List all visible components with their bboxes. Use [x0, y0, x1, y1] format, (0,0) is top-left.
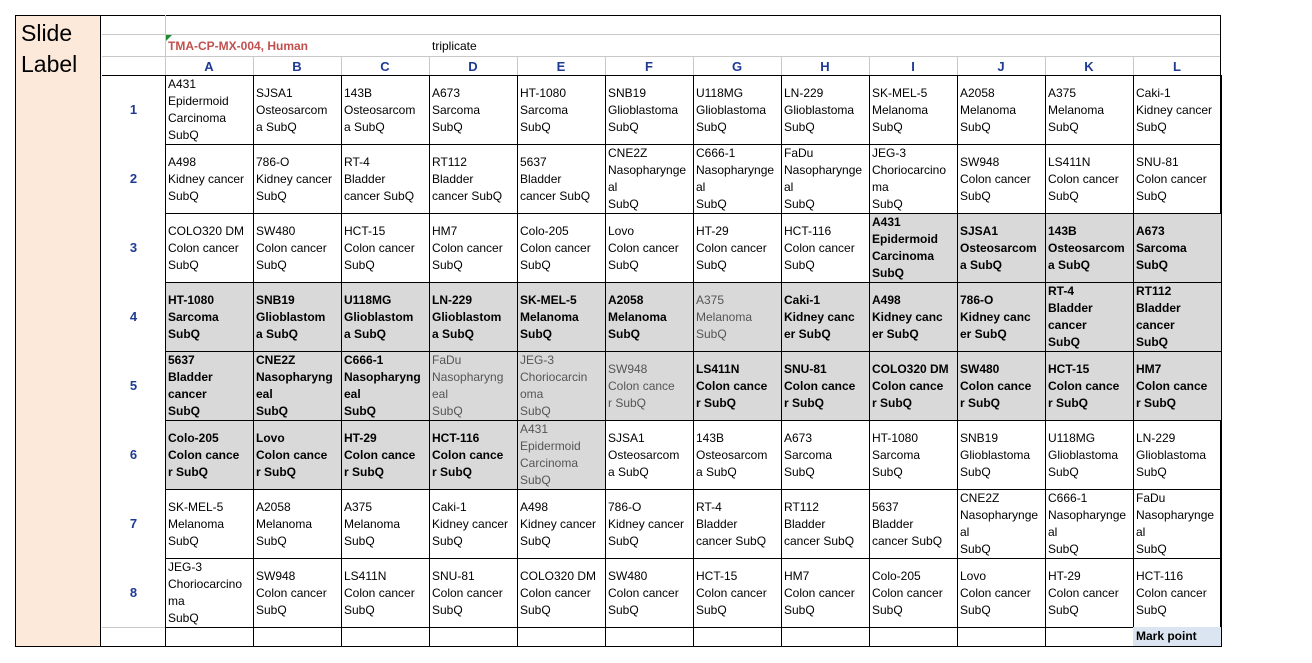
grid-cell[interactable] [1134, 352, 1222, 421]
column-header: J [997, 59, 1005, 74]
cell-text: HCT-116 Colon cancer SubQ [1136, 568, 1207, 617]
grid-cell[interactable] [606, 214, 694, 283]
grid-row [166, 76, 1222, 145]
cell-text: HM7 Colon cancer SubQ [784, 568, 855, 617]
footer-cell-border [605, 627, 606, 647]
header-gridline [517, 56, 518, 75]
column-header: I [911, 59, 915, 74]
cell-text: JEG-3 Choriocarcino ma SubQ [872, 146, 947, 211]
cell-text: A498 Kidney cancer SubQ [520, 499, 597, 548]
grid-cell[interactable] [430, 145, 518, 214]
cell-text: Caki-1 Kidney cancer SubQ [1136, 85, 1213, 134]
cell-text: SW480 Colon cance r SubQ [960, 361, 1032, 410]
footer-cell-border [781, 627, 782, 647]
grid-cell[interactable] [1046, 490, 1134, 559]
cell-text: LN-229 Glioblastoma SubQ [1136, 430, 1207, 479]
grid-cell[interactable] [958, 352, 1046, 421]
grid-cell[interactable] [958, 283, 1046, 352]
cell-text: CNE2Z Nasopharynge al SubQ [960, 491, 1039, 556]
cell-text: SNU-81 Colon cance r SubQ [784, 361, 856, 410]
triplicate-note: triplicate [432, 39, 477, 53]
grid-cell[interactable] [254, 214, 342, 283]
grid-cell[interactable] [518, 559, 606, 628]
grid-cell[interactable] [606, 490, 694, 559]
grid-cell[interactable] [870, 76, 958, 145]
column-header: E [556, 59, 566, 74]
footer-cell-border [517, 627, 518, 647]
header-gridline [1133, 56, 1134, 75]
cell-text: 143B Osteosarcom a SubQ [344, 85, 416, 134]
footer-cell-border [1045, 627, 1046, 647]
cell-text: RT-4 Bladder cancer SubQ [696, 499, 767, 548]
cell-text: FaDu Nasopharynge al SubQ [1136, 491, 1215, 556]
cell-text: FaDu Nasopharynge al SubQ [784, 146, 863, 211]
cell-text: U118MG Glioblastoma SubQ [696, 85, 767, 134]
header-gridline [165, 56, 166, 75]
cell-text: SNB19 Glioblastoma SubQ [608, 85, 679, 134]
grid-row [166, 421, 1222, 490]
header-gridline [253, 56, 254, 75]
cell-text: SJSA1 Osteosarcom a SubQ [256, 85, 328, 134]
grid-cell[interactable] [694, 214, 782, 283]
cell-text: SK-MEL-5 Melanoma SubQ [872, 85, 929, 134]
grid-row [166, 490, 1222, 559]
slide-label-panel [15, 15, 101, 647]
grid-cell[interactable] [518, 214, 606, 283]
grid-cell[interactable] [166, 214, 254, 283]
column-header: L [1173, 59, 1181, 74]
row-header: 6 [129, 447, 138, 462]
grid-cell[interactable] [782, 214, 870, 283]
cell-text: C666-1 Nasopharyng eal SubQ [344, 353, 421, 418]
cell-text: FaDu Nasopharyng eal SubQ [432, 353, 504, 418]
cell-text: A2058 Melanoma SubQ [960, 85, 1017, 134]
grid-cell[interactable] [694, 490, 782, 559]
cell-text: SW480 Colon cancer SubQ [256, 223, 327, 272]
tma-layout-grid [165, 75, 1222, 628]
cell-text: C666-1 Nasopharynge al SubQ [696, 146, 775, 211]
cell-text: A375 Melanoma SubQ [696, 292, 753, 341]
cell-text: SK-MEL-5 Melanoma SubQ [520, 292, 579, 341]
cell-text: U118MG Glioblastoma SubQ [1048, 430, 1119, 479]
grid-cell[interactable] [342, 76, 430, 145]
grid-row [166, 214, 1222, 283]
cell-text: 143B Osteosarcom a SubQ [696, 430, 768, 479]
grid-cell[interactable] [694, 76, 782, 145]
row-header: 4 [129, 309, 138, 324]
sheet-title: TMA-CP-MX-004, Human [168, 39, 309, 53]
grid-cell[interactable] [782, 283, 870, 352]
column-header: B [292, 59, 302, 74]
cell-text: A2058 Melanoma SubQ [256, 499, 313, 548]
grid-cell[interactable] [254, 559, 342, 628]
cell-text: LS411N Colon cancer SubQ [344, 568, 415, 617]
grid-cell[interactable] [782, 559, 870, 628]
row-header: 7 [129, 516, 138, 531]
grid-cell[interactable] [870, 421, 958, 490]
grid-cell[interactable] [342, 214, 430, 283]
cell-text: LS411N Colon cance r SubQ [696, 361, 768, 410]
cell-text: HT-29 Colon cancer SubQ [1048, 568, 1119, 617]
cell-text: HCT-15 Colon cancer SubQ [696, 568, 767, 617]
grid-cell[interactable] [694, 421, 782, 490]
grid-cell[interactable] [166, 490, 254, 559]
cell-text: 786-O Kidney cancer SubQ [608, 499, 685, 548]
row-header: 1 [129, 102, 138, 117]
cell-text: Caki-1 Kidney cancer SubQ [432, 499, 509, 548]
grid-cell[interactable] [870, 214, 958, 283]
grid-cell[interactable] [958, 559, 1046, 628]
header-gridline [102, 34, 1220, 35]
grid-cell[interactable] [342, 490, 430, 559]
grid-cell[interactable] [254, 76, 342, 145]
grid-cell[interactable] [782, 421, 870, 490]
cell-text: SW948 Colon cancer SubQ [256, 568, 327, 617]
grid-row [166, 283, 1222, 352]
grid-cell[interactable] [430, 490, 518, 559]
grid-cell[interactable] [606, 283, 694, 352]
cell-text: HT-29 Colon cance r SubQ [344, 430, 416, 479]
footer-cell-border [957, 627, 958, 647]
header-gridline [102, 56, 1220, 57]
footer-cell-border [253, 627, 254, 647]
grid-cell[interactable] [254, 421, 342, 490]
grid-cell[interactable] [1134, 559, 1222, 628]
header-gridline [605, 56, 606, 75]
cell-text: RT-4 Bladder cancer SubQ [344, 154, 415, 203]
grid-cell[interactable] [870, 490, 958, 559]
grid-cell[interactable] [694, 352, 782, 421]
grid-cell[interactable] [254, 352, 342, 421]
cell-text: Lovo Colon cancer SubQ [608, 223, 679, 272]
grid-cell[interactable] [1134, 283, 1222, 352]
cell-text: RT112 Bladder cancer SubQ [784, 499, 855, 548]
cell-text: HCT-15 Colon cancer SubQ [344, 223, 415, 272]
grid-cell[interactable] [606, 352, 694, 421]
cell-text: A431 Epidermoid Carcinoma SubQ [520, 422, 581, 487]
cell-text: HT-1080 Sarcoma SubQ [520, 85, 569, 134]
grid-cell[interactable] [694, 283, 782, 352]
grid-cell[interactable] [1046, 283, 1134, 352]
grid-cell[interactable] [1046, 421, 1134, 490]
header-gridline [429, 56, 430, 75]
grid-cell[interactable] [518, 421, 606, 490]
cell-text: LS411N Colon cancer SubQ [1048, 154, 1119, 203]
grid-cell[interactable] [166, 421, 254, 490]
cell-text: CNE2Z Nasopharyng eal SubQ [256, 353, 333, 418]
grid-cell[interactable] [870, 352, 958, 421]
footer-cell-border [165, 627, 166, 647]
grid-cell[interactable] [1046, 352, 1134, 421]
grid-cell[interactable] [1046, 76, 1134, 145]
grid-cell[interactable] [870, 559, 958, 628]
grid-cell[interactable] [518, 352, 606, 421]
cell-text: HT-29 Colon cancer SubQ [696, 223, 767, 272]
cell-text: U118MG Glioblastom a SubQ [344, 292, 414, 341]
cell-text: SJSA1 Osteosarcom a SubQ [960, 223, 1037, 272]
grid-cell[interactable] [430, 352, 518, 421]
cell-text: LN-229 Glioblastom a SubQ [432, 292, 502, 341]
cell-text: RT112 Bladder cancer SubQ [432, 154, 503, 203]
grid-cell[interactable] [694, 145, 782, 214]
grid-cell[interactable] [870, 283, 958, 352]
grid-cell[interactable] [1134, 145, 1222, 214]
grid-cell[interactable] [1134, 490, 1222, 559]
column-header: G [731, 59, 743, 74]
cell-text: COLO320 DM Colon cance r SubQ [872, 361, 949, 410]
grid-row [166, 559, 1222, 628]
cell-text: A375 Melanoma SubQ [1048, 85, 1105, 134]
mark-point-cell: Mark point [1133, 627, 1221, 646]
cell-text: HM7 Colon cancer SubQ [432, 223, 503, 272]
footer-cell-border [869, 627, 870, 647]
grid-cell[interactable] [518, 76, 606, 145]
cell-text: 786-O Kidney canc er SubQ [960, 292, 1031, 341]
grid-cell[interactable] [166, 559, 254, 628]
grid-cell[interactable] [958, 490, 1046, 559]
cell-text: RT-4 Bladder cancer SubQ [1048, 284, 1093, 349]
row-header: 5 [129, 378, 138, 393]
cell-text: JEG-3 Choriocarcin oma SubQ [520, 353, 588, 418]
cell-text: A2058 Melanoma SubQ [608, 292, 667, 341]
grid-cell[interactable] [518, 490, 606, 559]
grid-cell[interactable] [254, 283, 342, 352]
grid-cell[interactable] [518, 283, 606, 352]
cell-text: Lovo Colon cancer SubQ [960, 568, 1031, 617]
grid-cell[interactable] [782, 145, 870, 214]
column-header: K [1084, 59, 1094, 74]
cell-text: HCT-15 Colon cance r SubQ [1048, 361, 1120, 410]
grid-cell[interactable] [342, 352, 430, 421]
cell-text: SNB19 Glioblastoma SubQ [960, 430, 1031, 479]
header-gridline [693, 56, 694, 75]
grid-row [166, 352, 1222, 421]
cell-text: SW948 Colon cancer SubQ [960, 154, 1031, 203]
cell-text: HCT-116 Colon cance r SubQ [432, 430, 504, 479]
cell-text: A431 Epidermoid Carcinoma SubQ [168, 77, 229, 142]
grid-cell[interactable] [166, 283, 254, 352]
grid-cell[interactable] [1134, 214, 1222, 283]
cell-text: A375 Melanoma SubQ [344, 499, 401, 548]
grid-cell[interactable] [518, 145, 606, 214]
cell-text: RT112 Bladder cancer SubQ [1136, 284, 1181, 349]
cell-text: SJSA1 Osteosarcom a SubQ [608, 430, 680, 479]
grid-cell[interactable] [430, 421, 518, 490]
grid-cell[interactable] [694, 559, 782, 628]
grid-cell[interactable] [782, 76, 870, 145]
cell-text: 5637 Bladder cancer SubQ [872, 499, 943, 548]
grid-cell[interactable] [606, 76, 694, 145]
cell-text: COLO320 DM Colon cancer SubQ [520, 568, 597, 617]
cell-text: Lovo Colon cance r SubQ [256, 430, 328, 479]
cell-text: SNU-81 Colon cancer SubQ [432, 568, 503, 617]
column-header: A [204, 59, 214, 74]
column-header: D [468, 59, 478, 74]
grid-cell[interactable] [606, 421, 694, 490]
cell-text: 5637 Bladder cancer SubQ [168, 353, 213, 418]
grid-cell[interactable] [166, 76, 254, 145]
cell-text: Caki-1 Kidney canc er SubQ [784, 292, 855, 341]
grid-cell[interactable] [166, 352, 254, 421]
footer-cell-border [1221, 627, 1222, 647]
cell-text: SW948 Colon cance r SubQ [608, 361, 675, 410]
cell-text: 143B Osteosarcom a SubQ [1048, 223, 1125, 272]
grid-cell[interactable] [254, 145, 342, 214]
footer-cell-border [341, 627, 342, 647]
cell-text: SW480 Colon cancer SubQ [608, 568, 679, 617]
cell-text: A673 Sarcoma SubQ [432, 85, 481, 134]
cell-text: C666-1 Nasopharynge al SubQ [1048, 491, 1127, 556]
cell-text: SNU-81 Colon cancer SubQ [1136, 154, 1207, 203]
cell-text: SK-MEL-5 Melanoma SubQ [168, 499, 225, 548]
slide-label-text: Slide Label [21, 20, 78, 77]
header-gridline [957, 56, 958, 75]
row-header: 3 [129, 240, 138, 255]
column-header: F [645, 59, 653, 74]
cell-text: A498 Kidney cancer SubQ [168, 154, 245, 203]
grid-cell[interactable] [1134, 76, 1222, 145]
grid-cell[interactable] [1046, 559, 1134, 628]
grid-cell[interactable] [342, 421, 430, 490]
footer-cell-border [429, 627, 430, 647]
cell-text: Colo-205 Colon cancer SubQ [872, 568, 943, 617]
row-header: 2 [129, 171, 138, 186]
cell-text: COLO320 DM Colon cancer SubQ [168, 223, 245, 272]
grid-cell[interactable] [430, 559, 518, 628]
grid-cell[interactable] [342, 283, 430, 352]
cell-text: A673 Sarcoma SubQ [1136, 223, 1187, 272]
cell-text: CNE2Z Nasopharynge al SubQ [608, 146, 687, 211]
cell-text: HM7 Colon cance r SubQ [1136, 361, 1208, 410]
grid-cell[interactable] [430, 283, 518, 352]
grid-cell[interactable] [606, 145, 694, 214]
cell-text: SNB19 Glioblastom a SubQ [256, 292, 326, 341]
cell-text: JEG-3 Choriocarcino ma SubQ [168, 560, 243, 625]
cell-text: LN-229 Glioblastoma SubQ [784, 85, 855, 134]
cell-text: Colo-205 Colon cance r SubQ [168, 430, 240, 479]
grid-cell[interactable] [870, 145, 958, 214]
grid-cell[interactable] [342, 145, 430, 214]
header-gridline [781, 56, 782, 75]
grid-cell[interactable] [782, 352, 870, 421]
grid-cell[interactable] [254, 490, 342, 559]
cell-text: Colo-205 Colon cancer SubQ [520, 223, 591, 272]
grid-cell[interactable] [606, 559, 694, 628]
grid-cell[interactable] [1046, 214, 1134, 283]
grid-cell[interactable] [958, 421, 1046, 490]
grid-cell[interactable] [958, 76, 1046, 145]
grid-cell[interactable] [958, 145, 1046, 214]
grid-cell[interactable] [958, 214, 1046, 283]
row-header: 8 [129, 585, 138, 600]
cell-text: 5637 Bladder cancer SubQ [520, 154, 591, 203]
grid-cell[interactable] [166, 145, 254, 214]
cell-text: A673 Sarcoma SubQ [784, 430, 833, 479]
header-gridline [869, 56, 870, 75]
cell-text: HCT-116 Colon cancer SubQ [784, 223, 855, 272]
header-gridline [341, 56, 342, 75]
grid-cell[interactable] [342, 559, 430, 628]
grid-cell[interactable] [430, 214, 518, 283]
grid-cell[interactable] [1046, 145, 1134, 214]
grid-row [166, 145, 1222, 214]
cell-text: A431 Epidermoid Carcinoma SubQ [872, 215, 939, 280]
cell-text: HT-1080 Sarcoma SubQ [168, 292, 219, 341]
header-gridline [1045, 56, 1046, 75]
footer-gridline [102, 627, 165, 628]
grid-cell[interactable] [430, 76, 518, 145]
cell-text: A498 Kidney canc er SubQ [872, 292, 943, 341]
cell-text: 786-O Kidney cancer SubQ [256, 154, 333, 203]
footer-cell-border [693, 627, 694, 647]
column-header: H [820, 59, 830, 74]
grid-cell[interactable] [1134, 421, 1222, 490]
cell-text: HT-1080 Sarcoma SubQ [872, 430, 921, 479]
column-header: C [380, 59, 390, 74]
grid-cell[interactable] [782, 490, 870, 559]
